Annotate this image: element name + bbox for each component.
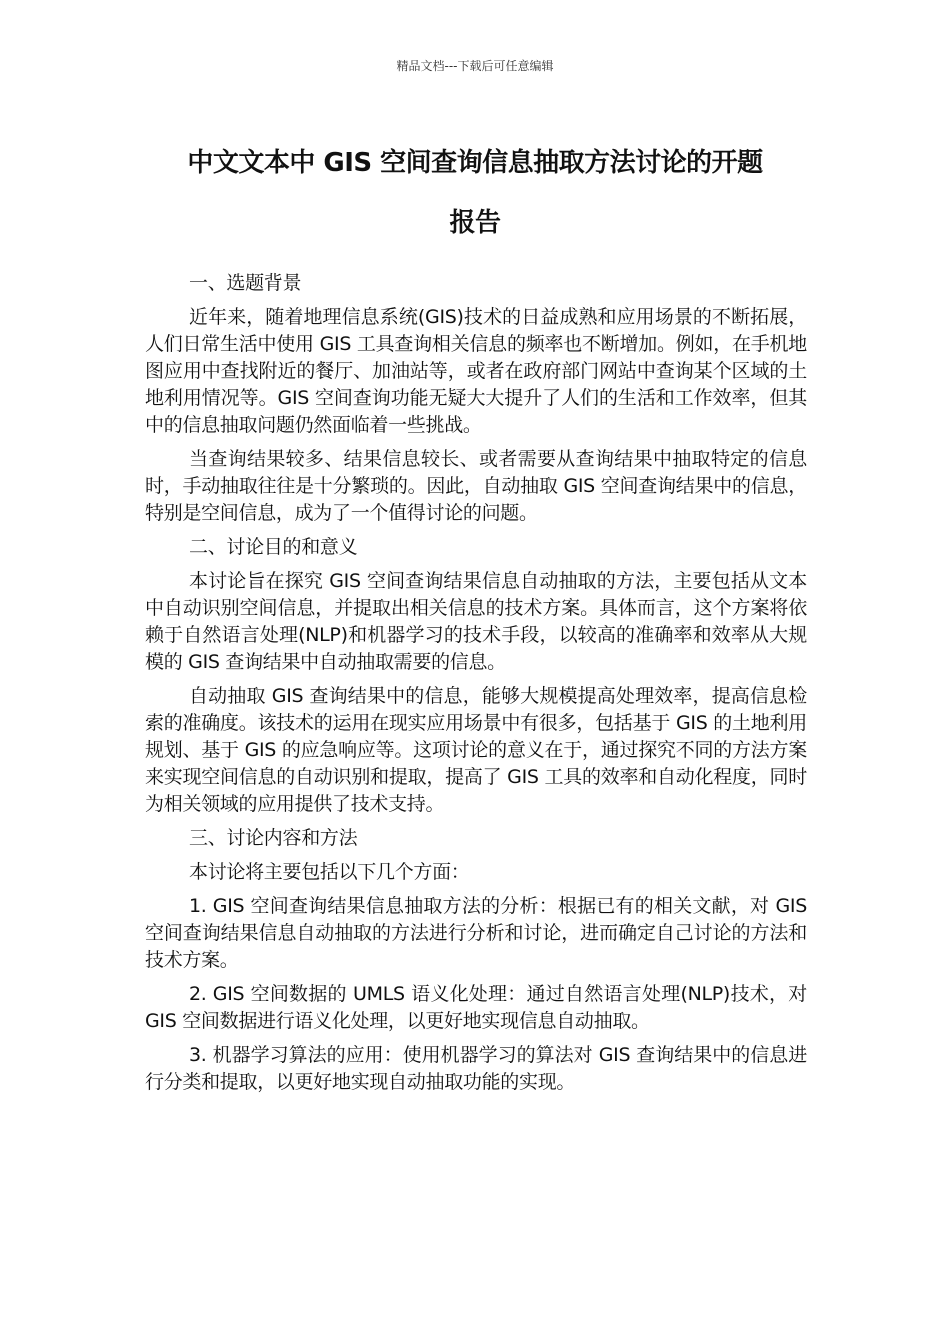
document-body	[145, 270, 807, 1103]
title-line-1: 中文文本中 GIS 空间查询信息抽取方法讨论的开题	[187, 148, 763, 178]
list-item: 3. 机器学习算法的应用：使用机器学习的算法对 GIS 查询结果中的信息进行分类和提取，以更好地实现自动抽取功能的实现。	[145, 1044, 807, 1093]
list-item: 2. GIS 空间数据的 UMLS 语义化处理：通过自然语言处理(NLP)技术，对 GIS 空间数据进行语义化处理，以更好地实现信息自动抽取。	[145, 983, 807, 1032]
section-heading-background: 一、选题背景	[189, 272, 302, 294]
paragraph: 当查询结果较多、结果信息较长、或者需要从查询结果中抽取特定的信息时，手动抽取往往是十分繁琐的。因此，自动抽取 GIS 空间查询结果中的信息，特别是空间信息，成为了一个值得讨论的问题。	[145, 448, 807, 524]
paragraph: 本讨论将主要包括以下几个方面：	[189, 861, 470, 883]
paragraph: 近年来，随着地理信息系统(GIS)技术的日益成熟和应用场景的不断拓展，人们日常生活中使用 GIS 工具查询相关信息的频率也不断增加。例如，在手机地图应用中查找附近的餐厅、加油站等，或者在政府部门网站中查询某个区域的土地利用情况等。GIS 空间查询功能无疑大大提升了人们的生活和工作效率，但其中的信息抽取问题仍然面临着一些挑战。	[145, 306, 807, 436]
section-heading-content: 三、讨论内容和方法	[189, 827, 358, 849]
paragraph: 本讨论旨在探究 GIS 空间查询结果信息自动抽取的方法，主要包括从文本中自动识别空间信息，并提取出相关信息的技术方案。具体而言，这个方案将依赖于自然语言处理(NLP)和机器学习的技术手段，以较高的准确率和效率从大规模的 GIS 查询结果中自动抽取需要的信息。	[145, 570, 807, 673]
page-header: 精品文档---下载后可任意编辑	[396, 59, 554, 73]
paragraph: 自动抽取 GIS 查询结果中的信息，能够大规模提高处理效率，提高信息检索的准确度。该技术的运用在现实应用场景中有很多，包括基于 GIS 的土地利用规划、基于 GIS 的应急响应等。这项讨论的意义在于，通过探究不同的方法方案来实现空间信息的自动识别和提取，提高了 GIS 工具的效率和自动化程度，同时为相关领域的应用提供了技术支持。	[145, 685, 807, 815]
document-title	[145, 133, 805, 253]
section-heading-purpose: 二、讨论目的和意义	[189, 536, 358, 558]
list-item: 1. GIS 空间查询结果信息抽取方法的分析：根据已有的相关文献，对 GIS 空间查询结果信息自动抽取的方法进行分析和讨论，进而确定自己讨论的方法和技术方案。	[145, 895, 807, 971]
title-line-2: 报告	[449, 208, 501, 238]
